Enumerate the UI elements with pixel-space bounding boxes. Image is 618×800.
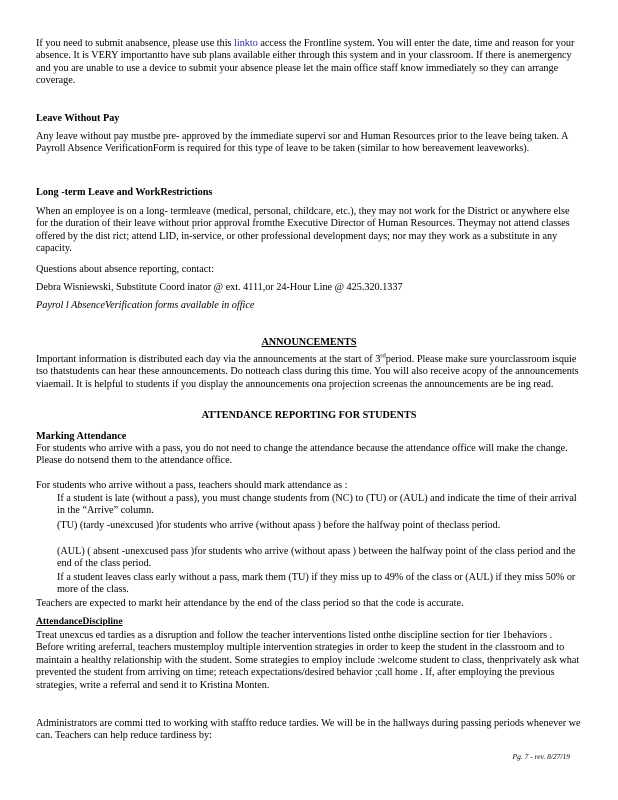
bullet-item [57,493,577,518]
contact-text: Debra Wisniewski, Substitute Coord inator @ ext. 4111,or 24-Hour Line @ 425.320.1337 [36,282,403,293]
intro-text-2: access the Frontline system. You will enter the date, time and reason for your absence. It is VERY importantto have sub plans available either through this system and in your classroom. If there is anemergency and you are unable to use a device to submit your absence please let the main office staff know immediately so they can arrange coverage. [36,38,575,87]
attendance-heading: ATTENDANCE REPORTING FOR STUDENTS [201,410,417,421]
longterm-body: When an employee is on a long- termleave (medical, personal, childcare, etc.), they may not work for the District or anywhere else for the duration of their leave without prior approval fromthe Executive Director of Human Resources. Theymay not attend classes offered by the dist rict; attend LID, in-service, or other professional development days; nor may they work as a substitute in any capacity. [36,206,570,255]
bullet-item [57,546,577,571]
intro-text-1: If you need to submit anabsence, please use this [36,38,235,49]
forms-text [36,300,582,312]
discipline-body: Treat unexcus ed tardies as a disruption and follow the teacher interventions listed onthe discipline section for tier 1behaviors . Before writing areferral, teachers mustemploy multiple intervention strategies in order to keep the student in the classroom and to maintain a healthy relationship with the student. Some strategies to employ include :welcome student to class, thenprivately ask what prevented the student from arriving on time; reteach expectations/desired behavior ;call home . If, after employing the previous strategies, write a referral and send it to Kristina Monten. [36,630,580,691]
expected-text: Teachers are expected to markt heir attendance by the end of the class period so that the code is accurate. [36,598,464,609]
lwop-body: Any leave without pay mustbe pre- approved by the immediate supervi sor and Human Resources prior to the leave being taken. A Payroll Absence VerificationForm is required for this type of leave to be taken (similar to how bereavement leaveworks). [36,131,568,155]
announcements-body [36,354,582,391]
bullet-item [57,572,577,597]
forms-italic: Payrol l AbsenceVerification forms available in office [36,300,255,311]
frontline-link[interactable]: linkto [234,38,258,49]
bullet-text: If a student is late (without a pass), you must change students from (NC) to (TU) or (AUL) and indicate the time of their arrival in the “Arrive” column. [57,493,577,517]
intro-paragraph [36,38,582,88]
longterm-heading: Long -term Leave and WorkRestrictions [36,187,213,198]
bullet-text: If a student leaves class early without a pass, mark them (TU) if they miss up to 49% of the class or (AUL) if they miss 50% or more of the class. [57,572,576,596]
closing-paragraph: Administrators are commi tted to working with staffto reduce tardies. We will be in the hallways during passing periods whenever we can. Teachers can help reduce tardiness by: [36,718,581,742]
lwop-heading: Leave Without Pay [36,113,120,124]
bullet-text: (TU) (tardy -unexcused )for students who arrive (without apass ) before the halfway point of theclass period. [57,520,501,531]
bullet-text: (AUL) ( absent -unexcused pass )for students who arrive (without apass ) between the halfway point of the class period and the end of the class period. [57,546,576,570]
ordinal-sup: rd [380,352,386,360]
announcements-heading: ANNOUNCEMENTS [261,337,357,348]
discipline-heading: AttendanceDiscipline [36,617,123,627]
nopass-intro: For students who arrive without a pass, teachers should mark attendance as : [36,480,348,491]
announcements-text-a: Important information is distributed each day via the announcements at the start of 3 [36,354,381,365]
bullet-item [57,520,577,532]
questions-text: Questions about absence reporting, contact: [36,264,214,275]
marking-heading: Marking Attendance [36,431,127,442]
page-footer: Pg. 7 - rev. 8/27/19 [512,752,570,761]
marking-body: For students who arrive with a pass, you do not need to change the attendance because the attendance office will make the change. Please do notsend them to the attendance office. [36,443,568,467]
announcements-text-b: period. Please make sure yourclassroom isquie tso thatstudents can hear these announcements. Do notteach class during this time. You will also receive acopy of the announcements viaemail. It is helpful to students if you display the announcements ona projection screenas the announcements are be ing read. [36,354,579,390]
